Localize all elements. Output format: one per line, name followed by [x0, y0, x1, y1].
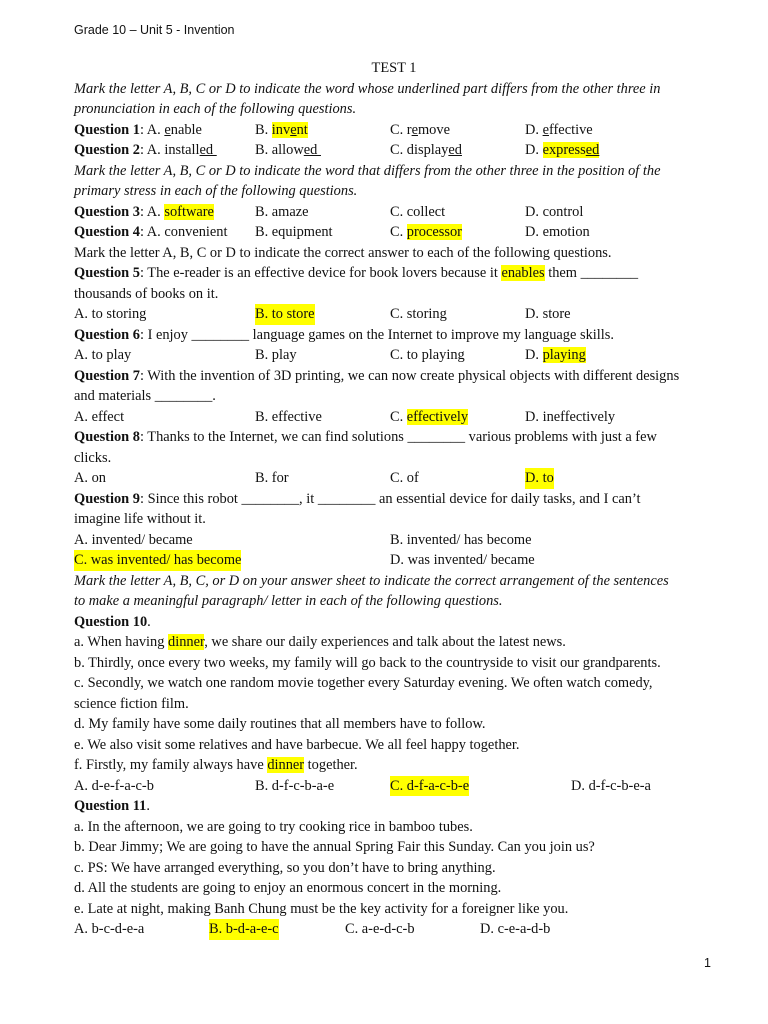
option-d: D. ineffectively — [525, 408, 616, 425]
option-c: C. effectively — [390, 408, 469, 425]
question-label: Question 10 — [74, 613, 148, 630]
instruction-3: Mark the letter A, B, C or D to indicate the correct answer to each of the following questions. — [74, 244, 612, 261]
question-3: Question 3: A. software B. amaze C. collect D. control — [74, 202, 714, 223]
option-a: A. to play — [74, 347, 132, 363]
sentence-e: e. We also visit some relatives and have barbecue. We all feel happy together. — [74, 736, 520, 753]
option-b: B. d-f-c-b-a-e — [255, 777, 335, 794]
option-a: A. effect — [74, 408, 125, 425]
option-c: C. storing — [390, 306, 447, 322]
question-label: Question 8 — [74, 429, 140, 445]
option-c: C. processor — [390, 224, 462, 240]
question-8-options — [74, 468, 714, 489]
option-a: A. to storing — [74, 306, 147, 322]
option-c: C. of — [390, 470, 419, 486]
instruction-4-line-2: to make a meaningful paragraph/ letter in each of the following questions. — [74, 593, 503, 609]
instruction-1-line-2: pronunciation in each of the following questions. — [74, 101, 357, 117]
test-title: TEST 1 — [371, 60, 417, 76]
option-c: C. d-f-a-c-b-e — [390, 776, 469, 797]
sentence-c: c. PS: We have arranged everything, so you don’t have to bring anything. — [74, 859, 496, 876]
page-number: 1 — [704, 956, 711, 970]
instruction-4-line-1: Mark the letter A, B, C, or D on your answer sheet to indicate the correct arrangement of the sentences — [74, 572, 669, 589]
question-label: Question 2 — [74, 142, 140, 158]
question-10-options — [74, 776, 714, 797]
sentence-c: c. Secondly, we watch one random movie together every Saturday evening. We often watch comedy, — [74, 675, 653, 691]
question-7-continued: and materials ________. — [74, 388, 216, 404]
option-d: D. c-e-a-d-b — [480, 921, 551, 937]
instruction-1-line-1: Mark the letter A, B, C or D to indicate the word whose underlined part differs from the other three in — [74, 80, 661, 97]
option-b: B. invented/ has become — [390, 531, 532, 548]
question-11-options — [74, 919, 714, 940]
test-content — [74, 58, 714, 940]
question-7: Question 7: With the invention of 3D printing, we can now create physical objects with different designs — [74, 367, 680, 384]
question-9-options-row-1 — [74, 530, 714, 551]
question-5: Question 5: The e-reader is an effective device for book lovers because it enables them ________ — [74, 265, 639, 281]
sentence-c-continued: science fiction film. — [74, 695, 189, 712]
option-b: B. to store — [255, 304, 315, 325]
sentence-b: b. Dear Jimmy; We are going to have the annual Spring Fair this Sunday. Can you join us? — [74, 839, 595, 855]
page-header: Grade 10 – Unit 5 - Invention — [74, 23, 235, 37]
instruction-2-line-1: Mark the letter A, B, C or D to indicate the word that differs from the other three in the position of the — [74, 162, 661, 179]
option-d: D. store — [525, 306, 571, 322]
question-7-options — [74, 407, 714, 428]
option-c: C. was invented/ has become — [74, 550, 241, 571]
question-5-options — [74, 304, 714, 325]
question-label: Question 3 — [74, 203, 140, 220]
option-a: A. b-c-d-e-a — [74, 921, 145, 937]
question-2: Question 2: A. installed B. allowed C. displayed D. expressed — [74, 140, 714, 161]
sentence-d: d. My family have some daily routines that all members have to follow. — [74, 716, 486, 732]
option-b: B. amaze — [255, 203, 309, 220]
sentence-d: d. All the students are going to enjoy an enormous concert in the morning. — [74, 880, 502, 896]
question-9-continued: imagine life without it. — [74, 511, 206, 527]
option-a: A. invented/ became — [74, 531, 193, 548]
question-label: Question 4 — [74, 224, 140, 240]
sentence-a: a. In the afternoon, we are going to try cooking rice in bamboo tubes. — [74, 818, 473, 835]
option-b: B. b-d-a-e-c — [209, 919, 279, 940]
option-d: D. expressed — [525, 142, 600, 158]
option-b: B. effective — [255, 408, 322, 425]
option-d: D. playing — [525, 347, 586, 363]
option-c: C. displayed — [390, 142, 462, 158]
option-b: B. allowed — [255, 142, 321, 158]
option-d: D. to — [525, 468, 554, 489]
sentence-b: b. Thirdly, once every two weeks, my family will go back to the countryside to visit our grandparents. — [74, 654, 661, 671]
question-4: Question 4: A. convenient B. equipment C. processor D. emotion — [74, 222, 714, 243]
question-label: Question 7 — [74, 367, 140, 384]
question-label: Question 6 — [74, 326, 140, 343]
option-b: B. for — [255, 470, 289, 486]
sentence-e: e. Late at night, making Banh Chung must be the key activity for a foreigner like you. — [74, 900, 569, 917]
sentence-a: a. When having dinner, we share our daily experiences and talk about the latest news. — [74, 634, 566, 650]
question-9-options-row-2 — [74, 550, 714, 571]
option-c: C. collect — [390, 203, 446, 220]
option-a: A. d-e-f-a-c-b — [74, 777, 154, 794]
option-d: D. effective — [525, 121, 593, 138]
option-d: D. d-f-c-b-e-a — [571, 777, 651, 794]
option-b: B. invent — [255, 121, 308, 138]
question-8: Question 8: Thanks to the Internet, we can find solutions ________ various problems with just a few — [74, 429, 657, 445]
question-5-continued: thousands of books on it. — [74, 285, 219, 302]
question-label: Question 11 — [74, 798, 147, 814]
option-c: C. a-e-d-c-b — [345, 921, 415, 937]
question-1: Question 1: A. enable B. invent C. remove D. effective — [74, 120, 714, 141]
option-b: B. play — [255, 347, 297, 363]
option-d: D. control — [525, 203, 584, 220]
question-9: Question 9: Since this robot ________, it ________ an essential device for daily tasks, and I can’t — [74, 490, 641, 507]
option-a: A. on — [74, 470, 106, 486]
sentence-f: f. Firstly, my family always have dinner together. — [74, 757, 358, 773]
question-11: Question 11. — [74, 798, 150, 814]
option-d: D. was invented/ became — [390, 552, 535, 568]
option-c: C. to playing — [390, 347, 465, 363]
question-6-options — [74, 345, 714, 366]
question-8-continued: clicks. — [74, 449, 112, 466]
instruction-2-line-2: primary stress in each of the following questions. — [74, 183, 358, 199]
question-6: Question 6: I enjoy ________ language games on the Internet to improve my language skills. — [74, 326, 614, 343]
option-c: C. remove — [390, 121, 450, 138]
question-label: Question 1 — [74, 121, 140, 138]
option-d: D. emotion — [525, 224, 590, 240]
question-10: Question 10. — [74, 613, 151, 630]
question-label: Question 5 — [74, 265, 140, 281]
question-label: Question 9 — [74, 490, 140, 507]
option-b: B. equipment — [255, 224, 333, 240]
